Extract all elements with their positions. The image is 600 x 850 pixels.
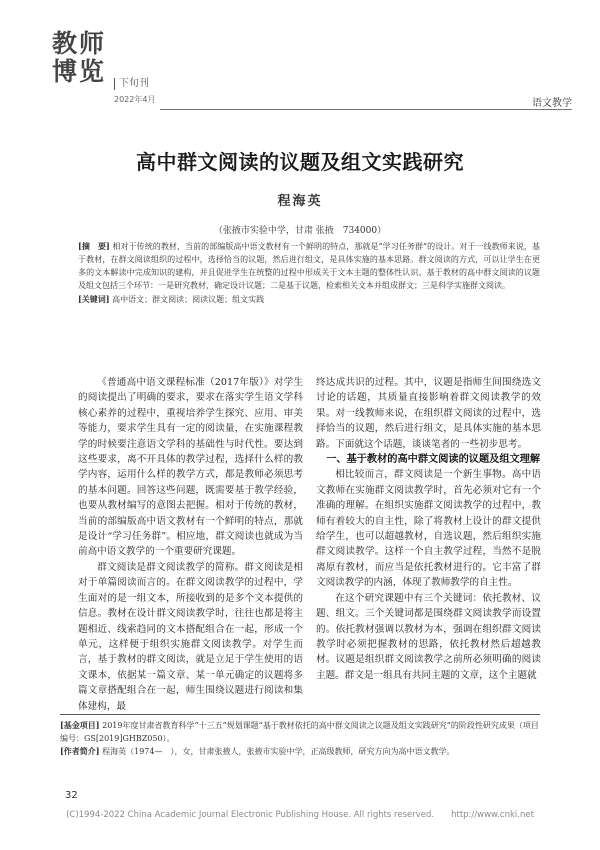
body-paragraph: 相比较而言，群文阅读是一个新生事物。高中语文教师在实施群文阅读教学时，首先必须对它有一个准确的理解。在组织实施群文阅读教学的过程中，教师有着较大的自主性，除了将教材上设计的群文提供给学生，也可以超越教材，自选议题，然后组织实施群文阅读教学。这样一个自主教学过程，当然不是脱离原有教材，而应当是依托教材进行的。它丰富了群文阅读教学的内涵，体现了教师教学的自主性。 xyxy=(316,469,541,589)
keywords xyxy=(78,293,540,306)
body-paragraph: 群文阅读是群文阅读教学的简称。群文阅读是相对于单篇阅读而言的。在群文阅读教学的过程中，学生面对的是一组文本，所接收到的是多个文本提供的信息。教材在设计群文阅读教学时，往往也都是将主题相近、线索趋同的文本搭配组合在一起，形成一个单元，这样便于组织实施群文阅读教学。对学生而言，基于教材的群文阅读，就是立足于学生使用的语文课本，依据某一篇文章、某一单元确定的议题将多篇文章搭配组合在一起，师生围绕议题进行阅读和集体建构，最 xyxy=(78,561,303,712)
section-heading: 一、基于教材的高中群文阅读的议题及组文理解 xyxy=(326,454,541,466)
copyright-line: (C)1994-2022 China Academic Journal Electronic Publishing House. All rights reserved. http://www.cnki.net xyxy=(66,810,534,820)
author-bio-text: 程海英（1974— ），女，甘肃张掖人，张掖市实验中学，正高级教师，研究方向为高中语文教学。 xyxy=(102,747,455,756)
fund-text: 2019年度甘肃省教育科学“十三五”规划课题“基于教材依托的高中群文阅读之议题及组文实践研究”的阶段性研究成果（项目编号：GS[2019]GHBZ050）。 xyxy=(60,721,539,743)
body-paragraph: 《普通高中语文课程标准（2017年版）》对学生的阅读提出了明确的要求，要求在落实学生语文学科核心素养的过程中，重视培养学生探究、应用、审美等能力，要求学生具有一定的阅读量，在实施课程教学的时候要注意语文学科的基础性与时代性。要达到这些要求，离不开具体的教学过程，选择什么样的教学内容，运用什么样的教学方式，都是教师必须思考的基本问题。回答这些问题，既需要基于教学经验，也要从教材编写的意图去把握。相对于传统的教材，当前的部编版高中语文教材有一个鲜明的特点，那就是设计“学习任务群”。相应地，群文阅读也就成为当前高中语文教学的一个重要研究课题。 xyxy=(78,377,303,558)
author-bio-label: [作者简介] xyxy=(60,746,100,756)
journal-name-line1: 教师 xyxy=(52,29,107,58)
abstract xyxy=(78,240,540,306)
article-author: 程海英 xyxy=(277,194,323,209)
fund-label: [基金项目] xyxy=(60,720,100,730)
edition-label: 下旬刊 xyxy=(114,78,149,90)
page-number: 32 xyxy=(65,790,78,801)
author-affiliation: （张掖市实验中学，甘肃 张掖 734000） xyxy=(213,226,387,236)
article-title: 高中群文阅读的议题及组文实践研究 xyxy=(136,150,464,174)
journal-name-line2: 博览 xyxy=(52,57,107,86)
body-paragraph: 在这个研究课题中有三个关键词：依托教材、议题、组文。三个关键词都是围绕群文阅读教学而设置的。依托教材强调以教材为本，强调在组织群文阅读教学时必须把握教材的思路，依托教材然后超越教材。议题是组织群文阅读教学之前所必须明确的阅读主题。群文是一组具有共同主题的文章，这个主题就 xyxy=(316,592,541,681)
keywords-label: [关键词] xyxy=(78,294,110,304)
column-label: 语文教学 xyxy=(532,98,572,109)
masthead xyxy=(52,30,572,110)
body-paragraph: 终达成共识的过程。其中，议题是指师生间围绕选文讨论的话题，其质量直接影响着群文阅读教学的效果。对一线教师来说，在组织群文阅读的过程中，选择恰当的议题，然后进行组文，是具体实施的基本思路。下面就这个话题，谈谈笔者的一些初步思考。 xyxy=(316,377,541,450)
abstract-label: [摘 要] xyxy=(78,241,110,251)
abstract-paragraph xyxy=(78,240,540,292)
keywords-text: 高中语文；群文阅读；阅读议题；组文实践 xyxy=(112,295,265,304)
header-divider xyxy=(160,109,572,110)
issue-date: 2022年4月 xyxy=(114,95,156,104)
abstract-text: 相对于传统的教材，当前的部编版高中语文教材有一个鲜明的特点，那就是“学习任务群”的设计。对于一线教师来说，基于教材，在群文阅读组织的过程中，选择恰当的议题，然后进行组文，是具体实施的基本思路。群文阅读的方式，可以让学生在更多的文本解读中完成知识的建构，并且促进学生在统整的过程中形成关于文本主题的整体性认识。基于教材的高中群文阅读的议题及组文包括三个环节：一是研究教材，确定设计议题；二是基于议题，检索相关文本并组成群文；三是科学实施群文阅读。 xyxy=(78,242,540,290)
body-column-right xyxy=(316,375,541,683)
footnotes xyxy=(60,719,540,758)
journal-logo xyxy=(52,30,112,86)
body-column-left xyxy=(78,375,303,714)
author-note xyxy=(60,745,540,758)
fund-note xyxy=(60,719,540,745)
footnote-divider xyxy=(60,714,540,715)
